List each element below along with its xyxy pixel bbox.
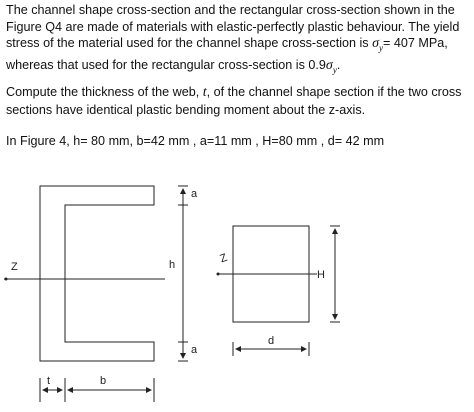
label-H: H: [317, 269, 325, 281]
label-a-bottom: a: [191, 344, 198, 356]
label-h: h: [169, 259, 176, 271]
problem-paragraph-3: In Figure 4, h= 80 mm, b=42 mm , a=11 mm , H=80 mm , d= 42 mm: [6, 134, 385, 148]
z-axis-label-right: Z: [218, 251, 229, 266]
label-t: t: [47, 375, 51, 387]
label-d: d: [268, 335, 275, 347]
label-a-top: a: [191, 188, 198, 200]
p2-text-b: , of the channel shape section if the two cross sections have identical plastic bending moment about the z-axis.: [6, 85, 462, 117]
channel-section: [40, 186, 154, 361]
p1-text-a: The channel shape cross-section and the rectangular cross-section shown in the Figure Q4 are made of materials with elastic-perfectly plastic behaviour. The yield stress of the material used for the channel shape cross-section is: [6, 3, 460, 51]
figure-q4: [0, 170, 474, 412]
label-b: b: [100, 375, 107, 387]
z-axis-label-left: Z: [11, 261, 18, 273]
t-symbol: t: [202, 85, 207, 100]
problem-paragraph-2: [6, 84, 468, 118]
sigma-symbol: $\sigma_y$: [372, 36, 384, 53]
sigma-symbol-2: $\sigma_y$: [325, 57, 337, 75]
problem-paragraph-1: [6, 2, 468, 78]
p1-end: .: [336, 57, 341, 72]
p2-text-a: Compute the thickness of the web,: [6, 85, 203, 99]
p1-text-b: = 407 MPa, whereas that used for the rectangular cross-section is 0.9: [6, 36, 448, 72]
